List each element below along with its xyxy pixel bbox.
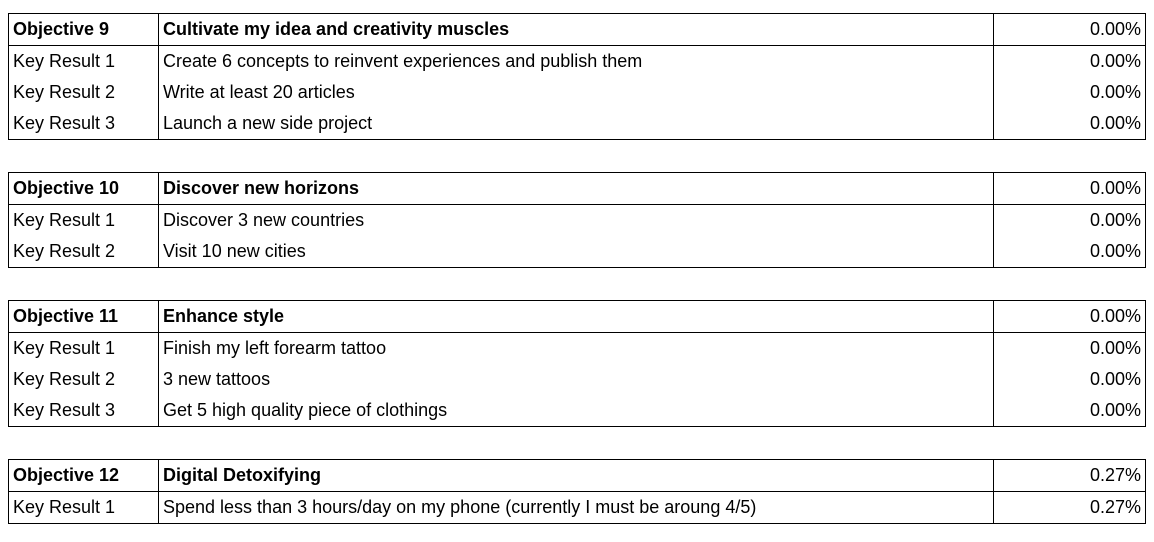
objective-title[interactable]: Discover new horizons xyxy=(159,173,994,205)
key-result-label[interactable]: Key Result 2 xyxy=(9,364,159,395)
objective-row xyxy=(9,14,1146,46)
key-result-row xyxy=(9,364,1146,395)
key-result-label[interactable]: Key Result 2 xyxy=(9,236,159,268)
key-result-progress[interactable]: 0.00% xyxy=(994,205,1146,237)
key-result-text[interactable]: Spend less than 3 hours/day on my phone (currently I must be aroung 4/5) xyxy=(159,492,994,524)
key-result-progress[interactable]: 0.27% xyxy=(994,492,1146,524)
key-result-row xyxy=(9,236,1146,268)
key-result-label[interactable]: Key Result 2 xyxy=(9,77,159,108)
key-result-label[interactable]: Key Result 3 xyxy=(9,108,159,140)
key-result-label[interactable]: Key Result 1 xyxy=(9,46,159,78)
key-result-text[interactable]: 3 new tattoos xyxy=(159,364,994,395)
objective-label[interactable]: Objective 9 xyxy=(9,14,159,46)
objective-progress[interactable]: 0.00% xyxy=(994,14,1146,46)
key-result-progress[interactable]: 0.00% xyxy=(994,108,1146,140)
objective-row xyxy=(9,301,1146,333)
objective-table xyxy=(8,300,1146,427)
key-result-text[interactable]: Discover 3 new countries xyxy=(159,205,994,237)
objective-title[interactable]: Cultivate my idea and creativity muscles xyxy=(159,14,994,46)
objective-row xyxy=(9,460,1146,492)
objective-progress[interactable]: 0.00% xyxy=(994,173,1146,205)
key-result-row xyxy=(9,333,1146,365)
objective-label[interactable]: Objective 11 xyxy=(9,301,159,333)
objective-title[interactable]: Digital Detoxifying xyxy=(159,460,994,492)
key-result-text[interactable]: Write at least 20 articles xyxy=(159,77,994,108)
key-result-text[interactable]: Launch a new side project xyxy=(159,108,994,140)
key-result-progress[interactable]: 0.00% xyxy=(994,77,1146,108)
key-result-row xyxy=(9,46,1146,78)
key-result-label[interactable]: Key Result 1 xyxy=(9,205,159,237)
key-result-row xyxy=(9,108,1146,140)
key-result-row xyxy=(9,77,1146,108)
key-result-label[interactable]: Key Result 1 xyxy=(9,492,159,524)
key-result-progress[interactable]: 0.00% xyxy=(994,46,1146,78)
objective-label[interactable]: Objective 12 xyxy=(9,460,159,492)
key-result-row xyxy=(9,205,1146,237)
key-result-text[interactable]: Finish my left forearm tattoo xyxy=(159,333,994,365)
okr-sheet xyxy=(8,13,1146,524)
objective-table xyxy=(8,459,1146,524)
table-spacer xyxy=(8,427,1146,459)
objective-progress[interactable]: 0.27% xyxy=(994,460,1146,492)
key-result-progress[interactable]: 0.00% xyxy=(994,236,1146,268)
key-result-text[interactable]: Visit 10 new cities xyxy=(159,236,994,268)
key-result-progress[interactable]: 0.00% xyxy=(994,333,1146,365)
objective-title[interactable]: Enhance style xyxy=(159,301,994,333)
objective-row xyxy=(9,173,1146,205)
objective-label[interactable]: Objective 10 xyxy=(9,173,159,205)
key-result-row xyxy=(9,492,1146,524)
table-spacer xyxy=(8,268,1146,300)
key-result-progress[interactable]: 0.00% xyxy=(994,364,1146,395)
objective-table xyxy=(8,172,1146,268)
table-spacer xyxy=(8,140,1146,172)
key-result-label[interactable]: Key Result 3 xyxy=(9,395,159,427)
key-result-label[interactable]: Key Result 1 xyxy=(9,333,159,365)
key-result-progress[interactable]: 0.00% xyxy=(994,395,1146,427)
key-result-row xyxy=(9,395,1146,427)
objective-table xyxy=(8,13,1146,140)
key-result-text[interactable]: Get 5 high quality piece of clothings xyxy=(159,395,994,427)
key-result-text[interactable]: Create 6 concepts to reinvent experiences and publish them xyxy=(159,46,994,78)
objective-progress[interactable]: 0.00% xyxy=(994,301,1146,333)
